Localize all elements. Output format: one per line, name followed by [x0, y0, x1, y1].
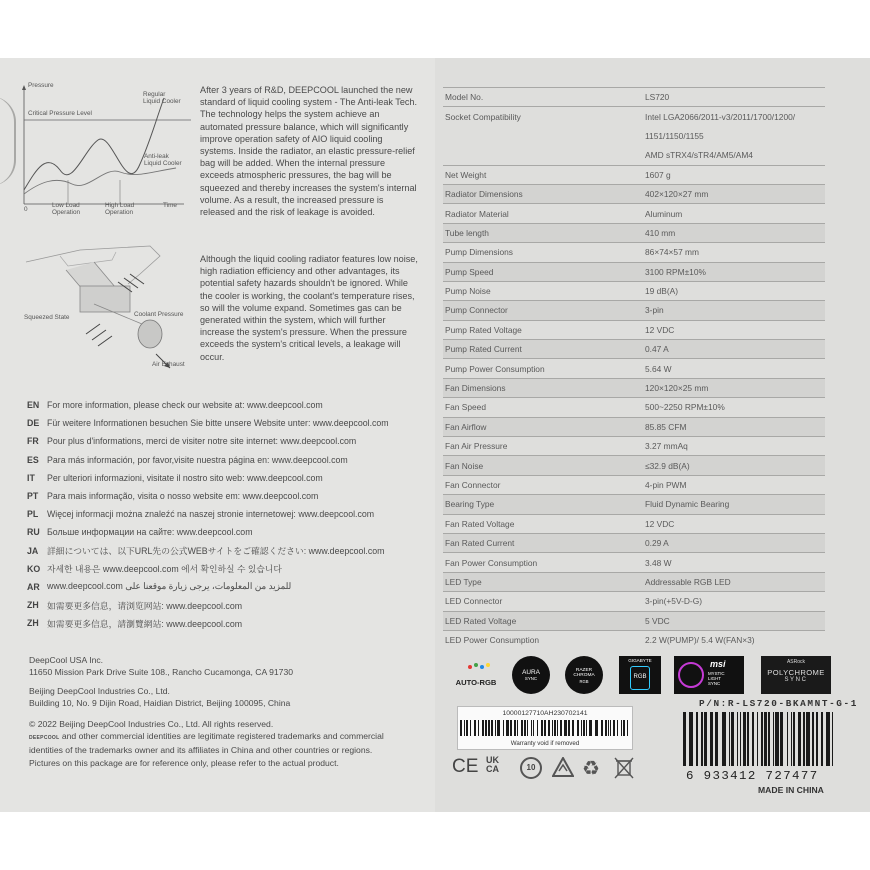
spec-row: [443, 243, 825, 262]
spec-table: [443, 87, 825, 650]
barcode-bar: [773, 712, 774, 766]
spec-label: Pump Rated Voltage: [443, 320, 643, 339]
package-edge-curve: [0, 96, 16, 186]
barcode-bar: [495, 720, 496, 736]
autorgb-dots: [450, 661, 502, 673]
barcode-bar: [531, 720, 532, 736]
spec-value: LS720: [643, 88, 825, 107]
spec-value: 86×74×57 mm: [643, 243, 825, 262]
lang-text: Para más información, por favor,visite nuestra página en: www.deepcool.com: [47, 454, 348, 465]
spec-label: Pump Power Consumption: [443, 359, 643, 378]
spec-row: [443, 611, 825, 630]
spec-value: 85.85 CFM: [643, 417, 825, 436]
spec-row: [443, 495, 825, 514]
barcode-bar: [821, 712, 823, 766]
gigabyte-sub-label: RGB: [633, 674, 647, 680]
lang-code: ZH: [27, 618, 39, 629]
spec-label: Fan Rated Current: [443, 533, 643, 552]
barcode-bar: [731, 712, 734, 766]
spec-row: [443, 184, 825, 203]
chart-low-load-label: Low Load Operation: [52, 202, 81, 216]
barcode-bar: [488, 720, 490, 736]
lang-row: [27, 469, 432, 487]
barcode-bar: [544, 720, 546, 736]
spec-label: Radiator Material: [443, 204, 643, 223]
barcode-bar: [747, 712, 749, 766]
polychrome-label: POLYCHROME: [767, 668, 825, 677]
lang-text: 如需要更多信息，请浏览网站: www.deepcool.com: [47, 600, 243, 611]
polychrome-sub-label: SYNC: [784, 677, 808, 683]
spec-value: AMD sTRX4/sTR4/AM5/AM4: [645, 150, 753, 161]
compatibility-logos: [448, 656, 843, 696]
barcode-bar: [581, 720, 582, 736]
spec-row: [443, 572, 825, 591]
barcode-bar: [583, 720, 585, 736]
lang-row: [27, 432, 432, 450]
spec-value: ≤32.9 dB(A): [643, 456, 825, 475]
lang-row: [27, 487, 432, 505]
spec-value: 2.2 W(PUMP)/ 5.4 W(FAN×3): [643, 630, 825, 649]
spec-label: Pump Connector: [443, 301, 643, 320]
lang-text: 자세한 내용은 www.deepcool.com 에서 확인하실 수 있습니다: [47, 564, 282, 575]
spec-label: Pump Speed: [443, 262, 643, 281]
chart-critical-label: Critical Pressure Level: [28, 110, 92, 117]
barcode-bar: [768, 712, 770, 766]
intro-paragraph: After 3 years of R&D, DEEPCOOL launched the new standard of liquid cooling system - The Anti-leak Tech. The technology helps the system achieve an automated pressure balance, which will significantly improve operation safety of AIO liquid cooling systems. Inside the radiator, an elastic pressure-relief bag will be added. When the internal pressure exceeds atmospheric pressures, the bag will be squeezed and thereby increases the system's internal volume. As a result, the increased pressure is released and the risk of leakage is avoided.: [200, 85, 418, 218]
spec-value: 3-pin: [643, 301, 825, 320]
spec-label: Fan Airflow: [443, 417, 643, 436]
spec-row: [443, 592, 825, 611]
spec-value: 3-pin(+5V-D-G): [643, 592, 825, 611]
spec-label: Model No.: [443, 88, 643, 107]
lang-text: 詳細については、以下URL先の公式WEBサイトをご確認ください: www.deepcool.com: [47, 546, 385, 557]
rcm-triangle-icon: [552, 757, 574, 784]
barcode-bar: [826, 712, 830, 766]
spec-label: Fan Speed: [443, 398, 643, 417]
lang-code: KO: [27, 563, 41, 574]
barcode-bar: [605, 720, 607, 736]
chart-high-load-label: High Load Operation: [105, 202, 135, 216]
barcode-bar: [740, 712, 741, 766]
lang-row: [27, 396, 432, 414]
barcode-bar: [743, 712, 746, 766]
beijing-company-block: [29, 685, 290, 709]
msi-sub-label: MYSTIC LIGHT SYNC: [708, 671, 725, 686]
barcode-bar: [466, 720, 468, 736]
certification-marks: [448, 756, 648, 780]
spec-label: Pump Rated Current: [443, 340, 643, 359]
spec-label: Pump Noise: [443, 281, 643, 300]
lang-text: For more information, please check our website at: www.deepcool.com: [47, 400, 323, 411]
barcode-bar: [510, 720, 512, 736]
right-column: [435, 58, 870, 812]
barcode-bar: [764, 712, 767, 766]
barcode-bar: [752, 712, 754, 766]
lang-text: Больше информации на сайте: www.deepcool.com: [47, 527, 253, 538]
barcode-bar: [548, 720, 550, 736]
barcode-bar: [780, 712, 783, 766]
spec-label: Pump Dimensions: [443, 243, 643, 262]
trademark-body: and other commercial identities are legitimate registered trademarks and commercial identities of the trademarks owner and its affiliates in China and other countries or regions.: [29, 731, 384, 756]
rcm-shape: [552, 757, 574, 779]
lang-text: Pour plus d'informations, merci de visiter notre site internet: www.deepcool.com: [47, 436, 357, 447]
lang-text: 如需要更多信息，請瀏覽網站: www.deepcool.com: [47, 618, 243, 629]
spec-label: Bearing Type: [443, 495, 643, 514]
lang-text: Für weitere Informationen besuchen Sie bitte unsere Website unter: www.deepcool.com: [47, 418, 389, 429]
barcode-bar: [803, 712, 805, 766]
warranty-barcode: [460, 720, 630, 736]
polychrome-sync-logo: [761, 656, 831, 694]
spec-value: 3.27 mmAq: [643, 437, 825, 456]
barcode-bar: [537, 720, 538, 736]
spec-value: 5.64 W: [643, 359, 825, 378]
barcode-bar: [704, 712, 707, 766]
spec-label: Tube length: [443, 223, 643, 242]
asrock-label: ASRock: [786, 659, 806, 665]
lang-code: FR: [27, 436, 39, 447]
chart-origin: 0: [24, 206, 28, 213]
copyright-text: © 2022 Beijing DeepCool Industries Co., Ltd. All rights reserved.: [29, 719, 274, 729]
spec-row: [443, 417, 825, 436]
spec-row: [443, 126, 825, 145]
squeezed-state-label: Squeezed State: [24, 314, 70, 321]
barcode-bar: [601, 720, 603, 736]
spec-value: 410 mm: [643, 223, 825, 242]
spec-value: 402×120×27 mm: [643, 184, 825, 203]
lang-row: [27, 578, 432, 596]
package-back-panel: [0, 58, 870, 812]
barcode-bar: [521, 720, 523, 736]
spec-row: [443, 456, 825, 475]
barcode-bar: [610, 720, 611, 736]
spec-value: 5 VDC: [643, 611, 825, 630]
weee-bin-icon: [614, 757, 634, 784]
gigabyte-label: GIGABYTE: [628, 658, 652, 663]
barcode-bar: [589, 720, 592, 736]
barcode-bar: [485, 720, 487, 736]
barcode-number: 6 933412 727477: [686, 769, 819, 783]
barcode-bar: [775, 712, 779, 766]
barcode-bar: [533, 720, 534, 736]
spec-label: Fan Air Pressure: [443, 437, 643, 456]
barcode-bar: [478, 720, 479, 736]
warranty-sticker: [457, 706, 633, 750]
spec-value: Addressable RGB LED: [643, 572, 825, 591]
barcode-bar: [491, 720, 493, 736]
spec-label: Net Weight: [443, 165, 643, 184]
barcode-bar: [470, 720, 471, 736]
spec-row: [443, 398, 825, 417]
barcode-bar: [787, 712, 788, 766]
barcode-bar: [627, 720, 628, 736]
barcode-bar: [541, 720, 543, 736]
barcode-bar: [683, 712, 686, 766]
lang-code: AR: [27, 581, 40, 592]
spec-label: Fan Power Consumption: [443, 553, 643, 572]
spec-value: 500~2250 RPM±10%: [643, 398, 825, 417]
spec-label: Radiator Dimensions: [443, 184, 643, 203]
aura-sync-logo: [512, 656, 550, 694]
beijing-company-address: Building 10, No. 9 Dijin Road, Haidian District, Beijing 100095, China: [29, 698, 291, 709]
barcode-bar: [715, 712, 718, 766]
barcode-bar: [595, 720, 598, 736]
spec-value: 1607 g: [643, 165, 825, 184]
spec-value: 0.47 A: [643, 340, 825, 359]
spec-label: LED Power Consumption: [443, 630, 643, 649]
spec-row: [443, 320, 825, 339]
recycle-icon: ♻: [582, 758, 600, 780]
spec-value: 3.48 W: [643, 553, 825, 572]
barcode-bar: [798, 712, 801, 766]
spec-row: [443, 475, 825, 494]
cross-section-graphic: [20, 244, 200, 372]
lang-code: EN: [27, 400, 40, 411]
language-list: [27, 396, 432, 632]
pressure-chart: [16, 80, 198, 220]
spec-row: [443, 262, 825, 281]
weee-shape: [614, 757, 634, 779]
legal-block: [29, 718, 401, 769]
lang-code: JA: [27, 545, 39, 556]
spec-row: [443, 146, 825, 165]
lang-row: [27, 542, 432, 560]
lang-row: [27, 451, 432, 469]
left-column: [0, 58, 435, 812]
spec-row: [443, 340, 825, 359]
barcode-bar: [503, 720, 504, 736]
spec-value: 0.29 A: [643, 533, 825, 552]
barcode-bar: [729, 712, 730, 766]
barcode-bar: [560, 720, 562, 736]
spec-label: Fan Connector: [443, 475, 643, 494]
barcode-bar: [608, 720, 609, 736]
lang-code: IT: [27, 472, 35, 483]
beijing-company-name: Beijing DeepCool Industries Co., Ltd.: [29, 686, 170, 696]
ce-mark: CE: [452, 756, 479, 777]
barcode-bar: [806, 712, 810, 766]
barcode-bar: [460, 720, 462, 736]
lang-code: RU: [27, 527, 40, 538]
barcode-bar: [524, 720, 526, 736]
barcode-bar: [552, 720, 553, 736]
spec-row: [443, 378, 825, 397]
spec-row: [443, 281, 825, 300]
spec-row: [443, 165, 825, 184]
ten-year-mark: 10: [520, 757, 542, 779]
barcode-bar: [737, 712, 738, 766]
spec-label: LED Connector: [443, 592, 643, 611]
spec-value: Intel LGA2066/2011-v3/2011/1700/1200/: [643, 107, 825, 126]
barcode-bar: [816, 712, 818, 766]
lang-row: [27, 596, 432, 614]
barcode-bar: [586, 720, 587, 736]
ean-barcode: [683, 712, 833, 766]
barcode-bar: [621, 720, 622, 736]
barcode-bar: [554, 720, 556, 736]
barcode-bar: [497, 720, 500, 736]
coolant-pressure-label: Coolant Pressure: [134, 311, 184, 318]
lang-code: PT: [27, 491, 39, 502]
lang-text: www.deepcool.com للمزيد من المعلومات، يرجى زيارة موقعنا على: [47, 581, 292, 592]
barcode-bar: [722, 712, 726, 766]
spec-row: [443, 223, 825, 242]
lang-text: Więcej informacji można znaleźć na naszej stronie internetowej: www.deepcool.com: [47, 509, 375, 520]
barcode-bar: [613, 720, 615, 736]
spec-row: [443, 533, 825, 552]
barcode-bar: [514, 720, 516, 736]
spec-value: 4-pin PWM: [643, 475, 825, 494]
lang-code: DE: [27, 418, 40, 429]
spec-label: [443, 146, 643, 165]
aura-sub-label: SYNC: [524, 676, 538, 681]
part-number: P/N:R-LS720-BKAMNT-G-1: [699, 698, 858, 709]
spec-row: [443, 88, 825, 107]
spec-label: [443, 126, 643, 145]
spec-row: [443, 514, 825, 533]
barcode-bar: [793, 712, 795, 766]
usa-company-name: DeepCool USA Inc.: [29, 655, 104, 665]
spec-label: LED Rated Voltage: [443, 611, 643, 630]
spec-row: [443, 630, 825, 649]
barcode-bar: [757, 712, 758, 766]
barcode-bar: [617, 720, 618, 736]
lang-row: [27, 560, 432, 578]
spec-value: 19 dB(A): [643, 281, 825, 300]
gigabyte-rgb-box: [630, 666, 650, 690]
barcode-bar: [482, 720, 484, 736]
barcode-bar: [527, 720, 528, 736]
warranty-serial: 10000127710AH230702141: [502, 710, 588, 717]
usa-company-block: [29, 654, 293, 678]
lang-row: [27, 414, 432, 432]
safety-paragraph: Although the liquid cooling radiator features low noise, high radiation efficiency and other advantages, its potential safety hazards shouldn't be ignored. While the cooler is working, the coolant's temperature rises, so will the volume expand. Sometimes gas can be generated within the system, which will further increase the system's pressure. When the pressure exceeds the system's critical levels, a leakage will occur.: [200, 254, 418, 362]
spec-label: Fan Dimensions: [443, 378, 643, 397]
chart-ylabel: Pressure: [28, 82, 54, 89]
lang-row: [27, 523, 432, 541]
barcode-bar: [623, 720, 625, 736]
barcode-bar: [464, 720, 465, 736]
lang-row: [27, 505, 432, 523]
spec-row: [443, 204, 825, 223]
chart-xlabel: Time: [163, 202, 177, 209]
barcode-bar: [572, 720, 574, 736]
barcode-bar: [710, 712, 713, 766]
barcode-bar: [557, 720, 558, 736]
lang-text: Para mais informação, visita o nosso website em: www.deepcool.com: [47, 491, 319, 502]
barcode-bar: [832, 712, 833, 766]
lang-row: [27, 614, 432, 632]
spec-label: Fan Noise: [443, 456, 643, 475]
lang-code: ES: [27, 454, 39, 465]
spec-value: 1151/1150/1155: [645, 130, 704, 141]
barcode-bar: [577, 720, 579, 736]
msi-mystic-light-logo: [674, 656, 744, 694]
msi-rgb-ring: [678, 662, 704, 688]
air-exhaust-label: Air Exhaust: [152, 361, 185, 368]
spec-label: Socket Compatibility: [443, 107, 643, 126]
razer-chroma-logo: [565, 656, 603, 694]
made-in-label: MADE IN CHINA: [758, 785, 824, 795]
barcode-bar: [564, 720, 567, 736]
barcode-bar: [506, 720, 509, 736]
usa-company-address: 11650 Mission Park Drive Suite 108., Rancho Cucamonga, CA 91730: [29, 667, 294, 678]
chart-regular-label: Regular Liquid Cooler: [143, 91, 181, 105]
spec-row: [443, 359, 825, 378]
barcode-bar: [812, 712, 814, 766]
autorgb-logo: [450, 660, 502, 692]
barcode-bar: [761, 712, 763, 766]
spec-value: Fluid Dynamic Bearing: [643, 495, 825, 514]
barcode-bar: [696, 712, 698, 766]
gigabyte-rgb-logo: [619, 656, 661, 694]
deepcool-wordmark: DEEPCOOL: [29, 735, 60, 742]
warranty-text: Warranty void if removed: [510, 740, 580, 747]
spec-label: LED Type: [443, 572, 643, 591]
lang-code: ZH: [27, 600, 39, 611]
spec-value: 12 VDC: [643, 514, 825, 533]
spec-value: Aluminum: [643, 204, 825, 223]
spec-value: 12 VDC: [643, 320, 825, 339]
ukca-mark: UK CA: [486, 755, 499, 774]
barcode-bar: [689, 712, 693, 766]
chart-antileak-label: Anti-leak Liquid Cooler: [144, 153, 182, 167]
razer-label: RAZER CHROMA: [573, 668, 595, 679]
lang-code: PL: [27, 509, 39, 520]
barcode-bar: [791, 712, 792, 766]
spec-row: [443, 301, 825, 320]
autorgb-label: AUTO-RGB: [455, 678, 497, 687]
spec-value: 120×120×25 mm: [643, 378, 825, 397]
msi-label: msi: [710, 659, 726, 669]
lang-text: Per ulteriori informazioni, visitate il nostro sito web: www.deepcool.com: [47, 472, 323, 483]
spec-row: [443, 553, 825, 572]
cross-section-diagram: [20, 244, 200, 372]
barcode-bar: [517, 720, 518, 736]
barcode-bar: [568, 720, 570, 736]
reference-text: Pictures on this package are for reference only, please refer to the actual product.: [29, 757, 339, 768]
aura-label: AURA: [522, 669, 540, 676]
spec-label: Fan Rated Voltage: [443, 514, 643, 533]
spec-row: [443, 437, 825, 456]
spec-row: [443, 107, 825, 126]
spec-value: 3100 RPM±10%: [643, 262, 825, 281]
barcode-bar: [701, 712, 703, 766]
barcode-bar: [474, 720, 476, 736]
trademark-text: [29, 730, 401, 756]
razer-sub-label: RGB: [579, 678, 589, 684]
